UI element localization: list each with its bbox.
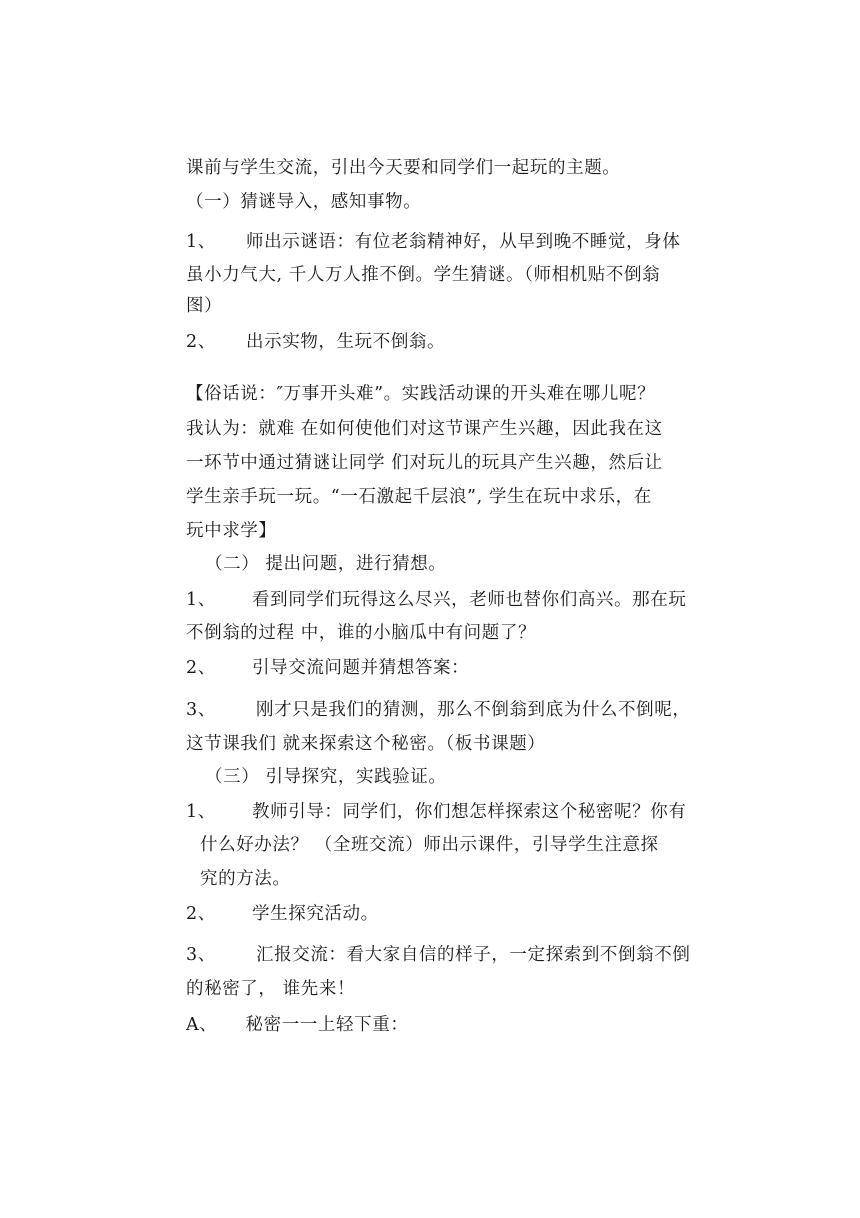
list-item-2-1 xyxy=(186,589,686,611)
paragraph-line: 虽小力气大, 千人万人推不倒。学生猜谜。（师相机贴不倒翁 xyxy=(186,265,661,285)
paragraph-line: 这节课我们 就来探索这个秘密。（板书课题） xyxy=(186,734,546,754)
list-item-2-2 xyxy=(186,657,469,679)
commentary-line: 一环节中通过猜谜让同学 们对玩儿的玩具产生兴趣，然后让 xyxy=(186,453,663,473)
section-heading-3: （三） 引导探究，实践验证。 xyxy=(205,767,447,787)
intro-line: 课前与学生交流，引出今天要和同学们一起玩的主题。 xyxy=(186,158,621,178)
list-item-1-2 xyxy=(186,331,445,353)
list-marker: 1、 xyxy=(186,802,216,822)
list-text: 教师引导：同学们，你们想怎样探索这个秘密呢？你有 xyxy=(252,802,687,822)
list-text: 引导交流问题并猜想答案： xyxy=(252,658,470,678)
commentary-line: 玩中求学】 xyxy=(186,521,277,541)
list-text: 出示实物，生玩不倒翁。 xyxy=(246,332,446,352)
list-marker: 2、 xyxy=(186,904,216,924)
list-item-3-3 xyxy=(186,944,690,966)
list-text: 刚才只是我们的猜测，那么不倒翁到底为什么不倒呢， xyxy=(256,700,691,720)
list-item-3-2 xyxy=(186,903,379,925)
list-item-2-3 xyxy=(186,699,690,721)
list-marker: 2、 xyxy=(186,658,216,678)
list-item-1-1 xyxy=(186,231,680,253)
commentary-line: 学生亲手玩一玩。“一石激起千层浪”, 学生在玩中求乐，在 xyxy=(186,487,652,507)
list-text: 汇报交流：看大家自信的样子，一定探索到不倒翁不倒 xyxy=(256,945,691,965)
list-marker: 3、 xyxy=(186,945,216,965)
list-text: 看到同学们玩得这么尽兴，老师也替你们高兴。那在玩 xyxy=(252,590,687,610)
list-text: 师出示谜语：有位老翁精神好，从早到晚不睡觉，身体 xyxy=(246,232,681,252)
paragraph-line: 的秘密了， 谁先来！ xyxy=(186,979,356,999)
list-text: 学生探究活动。 xyxy=(252,904,379,924)
list-marker: 3、 xyxy=(186,700,216,720)
section-heading-2: （二） 提出问题，进行猜想。 xyxy=(205,554,447,574)
list-marker: 1、 xyxy=(186,590,216,610)
list-marker: A、 xyxy=(186,1015,218,1035)
paragraph-line: 究的方法。 xyxy=(200,869,291,889)
commentary-line: 我认为：就难 在如何使他们对这节课产生兴趣，因此我在这 xyxy=(186,419,663,439)
paragraph-line: 什么好办法？ （全班交流）师出示课件，引导学生注意探 xyxy=(200,835,659,855)
list-item-a xyxy=(186,1014,408,1036)
list-marker: 1、 xyxy=(186,232,216,252)
paragraph-line: 不倒翁的过程 中，谁的小脑瓜中有问题了？ xyxy=(186,623,537,643)
paragraph-line: 图） xyxy=(186,296,223,316)
list-text: 秘密一一上轻下重： xyxy=(245,1015,409,1035)
commentary-line: 【俗话说：″万事开头难”。实践活动课的开头难在哪儿呢？ xyxy=(186,384,656,404)
list-item-3-1 xyxy=(186,801,686,823)
section-heading-1: （一）猜谜导入，感知事物。 xyxy=(186,192,422,212)
list-marker: 2、 xyxy=(186,332,216,352)
